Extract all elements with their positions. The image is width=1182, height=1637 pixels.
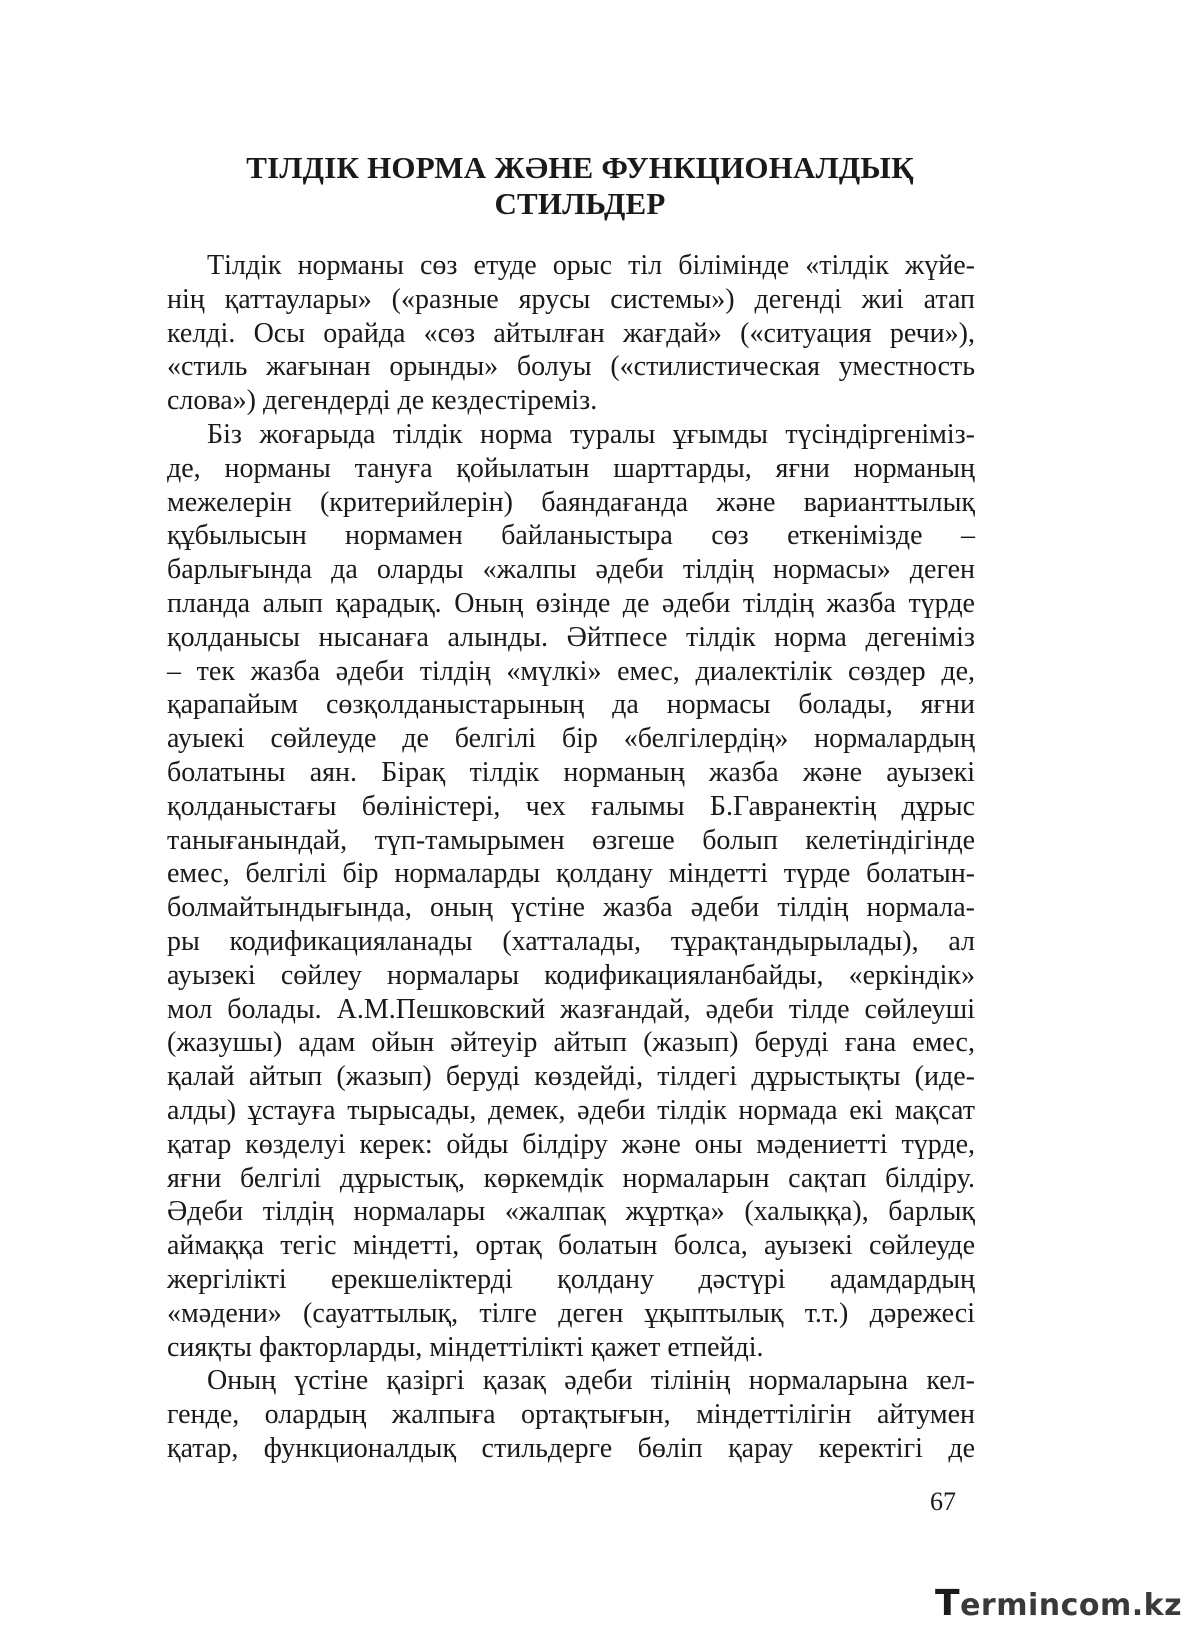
text-line: яғни белгілі дұрыстық, көркемдік нормаларын сақтап білдіру. (167, 1162, 975, 1194)
text-line: болмайтындығында, оның үстіне жазба әдеби тілдің нормала- (167, 892, 975, 924)
text-line: сияқты факторларды, міндеттілікті қажет етпейді. (167, 1331, 764, 1363)
paragraph (167, 1364, 975, 1465)
text-line: нің қаттаулары» («разные ярусы системы») дегенді жиі атап (167, 283, 975, 315)
text-line: Әдеби тілдің нормалары «жалпақ жұртқа» (халыққа), барлық (167, 1196, 975, 1228)
text-line: қатар, функционалдық стильдерге бөліп қарау керектігі де (167, 1432, 975, 1464)
text-line: де, норманы тануға қойылатын шарттарды, яғни норманың (167, 452, 975, 484)
text-line: емес, белгілі бір нормаларды қолдану міндетті түрде болатын- (167, 858, 975, 890)
text-line: генде, олардың жалпыға ортақтығын, міндеттілігін айтумен (167, 1399, 975, 1431)
text-line: – тек жазба әдеби тілдің «мүлкі» емес, диалектілік сөздер де, (167, 655, 975, 687)
body-text (167, 249, 975, 1466)
chapter-title (170, 150, 990, 222)
text-line: межелерін (критерийлерін) баяндағанда және варианттылық (167, 486, 975, 518)
text-line: жергілікті ерекшеліктерді қолдану дәстүрі адамдардың (167, 1263, 975, 1295)
text-line: ауыекі сөйлеуде де белгілі бір «белгілердің» нормалардың (167, 723, 975, 755)
chapter-title-line-2: СТИЛЬДЕР (494, 186, 666, 221)
text-line: (жазушы) адам ойын әйтеуір айтып (жазып) беруді ғана емес, (167, 1027, 975, 1059)
text-line: «стиль жағынан орынды» болуы («стилистическая уместность (167, 351, 975, 383)
text-line: қатар көзделуі керек: ойды білдіру және оны мәдениетті түрде, (167, 1128, 975, 1160)
text-line: мол болады. А.М.Пешковский жазғандай, әдеби тілде сөйлеуші (167, 993, 975, 1025)
text-line: ры кодификацияланады (хатталады, тұрақтандырылады), ал (167, 925, 975, 957)
watermark-text: ermincom.kz (960, 1588, 1182, 1623)
paragraph (167, 249, 975, 418)
text-line: танығанындай, түп-тамырымен өзгеше болып келетіндігінде (167, 824, 975, 856)
text-line: Біз жоғарыда тілдік норма туралы ұғымды түсіндіргеніміз- (207, 418, 975, 450)
chapter-title-line-1: ТІЛДІК НОРМА ЖӘНЕ ФУНКЦИОНАЛДЫҚ (246, 150, 914, 185)
text-line: болатыны аян. Бірақ тілдік норманың жазба және ауызекі (167, 756, 975, 788)
watermark-logo (935, 1583, 1182, 1624)
watermark-initial: T (935, 1583, 961, 1624)
text-line: Тілдік норманы сөз етуде орыс тіл білімінде «тілдік жүйе- (207, 250, 975, 281)
text-line: құбылысын нормамен байланыстыра сөз еткенімізде – (167, 520, 975, 552)
text-line: алды) ұстауға тырысады, демек, әдеби тілдік нормада екі мақсат (167, 1094, 975, 1126)
text-line: келді. Осы орайда «сөз айтылған жағдай» («ситуация речи»), (167, 317, 975, 349)
text-line: Оның үстіне қазіргі қазақ әдеби тілінің нормаларына кел- (207, 1365, 975, 1397)
text-line: қолданыстағы бөліністері, чех ғалымы Б.Гавранектің дұрыс (167, 790, 975, 822)
text-line: слова») дегендерді де кездестіреміз. (167, 385, 598, 417)
text-line: барлығында да оларды «жалпы әдеби тілдің нормасы» деген (167, 554, 975, 586)
text-line: ауызекі сөйлеу нормалары кодификацияланбайды, «еркіндік» (167, 959, 975, 991)
text-line: аймаққа тегіс міндетті, ортақ болатын болса, ауызекі сөйлеуде (167, 1230, 975, 1262)
text-line: қолданысы нысанаға алынды. Әйтпесе тілдік норма дегеніміз (167, 621, 975, 653)
text-line: қалай айтып (жазып) беруді көздейді, тілдегі дұрыстықты (иде- (167, 1061, 975, 1093)
page-number: 67 (930, 1487, 956, 1516)
text-line: планда алып қарадық. Оның өзінде де әдеби тілдің жазба түрде (167, 587, 975, 619)
text-line: «мәдени» (сауаттылық, тілге деген ұқыптылық т.т.) дәрежесі (167, 1297, 975, 1329)
paragraph (167, 418, 975, 1364)
text-line: қарапайым сөзқолданыстарының да нормасы болады, яғни (167, 689, 975, 721)
